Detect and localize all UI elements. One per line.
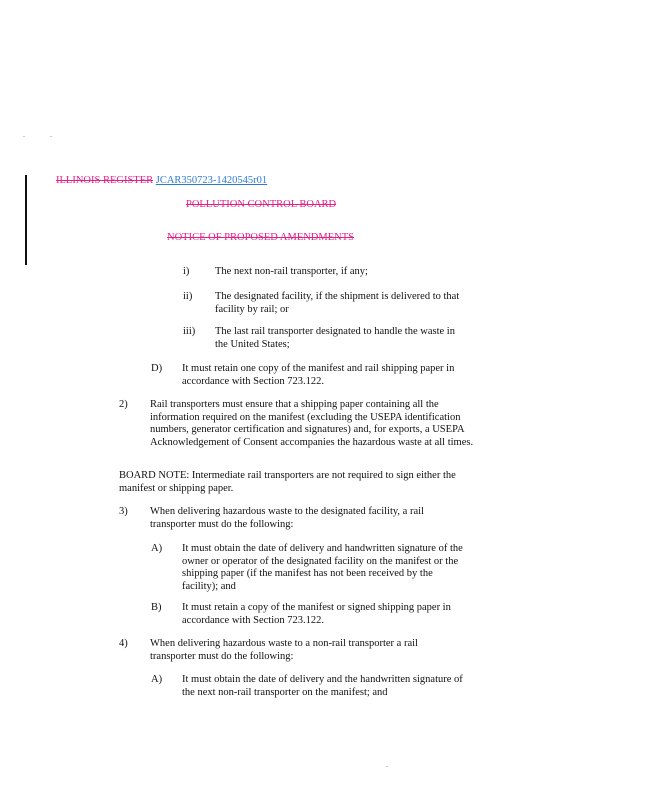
jcar-reference: JCAR350723-1420545r01 [155, 175, 268, 186]
item-number: 3) [119, 506, 128, 517]
item-number: 4) [119, 638, 128, 649]
item-number: i) [183, 266, 190, 277]
scan-speck [386, 766, 388, 767]
item-text: It must obtain the date of delivery and the handwritten signature of the next non-rail transporter on the manifest; and [182, 674, 463, 698]
item-text: It must retain one copy of the manifest and rail shipping paper in accordance with Section 723.122. [182, 363, 455, 387]
item-text: It must retain a copy of the manifest or signed shipping paper in accordance with Section 723.122. [182, 602, 451, 626]
item-text: It must obtain the date of delivery and handwritten signature of the owner or operator of the designated facility on the manifest or the shipping paper (if the manifest has not been received by the facility); and [182, 543, 463, 592]
item-number: ii) [183, 291, 193, 302]
item-number: iii) [183, 326, 196, 337]
item-number: B) [151, 602, 162, 613]
board-header: POLLUTION CONTROL BOARD [186, 199, 337, 210]
scan-speck [23, 136, 25, 137]
board-note: BOARD NOTE: Intermediate rail transporters are not required to sign either the manifest or shipping paper. [119, 470, 456, 494]
register-title: ILLINOIS REGISTER [56, 175, 154, 186]
item-text: When delivering hazardous waste to a non-rail transporter a rail transporter must do the following: [150, 638, 418, 662]
item-text: The designated facility, if the shipment is delivered to that facility by rail; or [215, 291, 460, 315]
item-number: A) [151, 543, 163, 554]
item-text: Rail transporters must ensure that a shipping paper containing all the information required on the manifest (excluding the USEPA identification numbers, generator certification and signatures) and, for exports, a USEPA Acknowledgement of Consent accompanies the hazardous waste at all times. [150, 399, 474, 448]
item-text: When delivering hazardous waste to the designated facility, a rail transporter must do the following: [150, 506, 424, 530]
item-number: A) [151, 674, 163, 685]
scan-speck [50, 136, 52, 137]
notice-header: NOTICE OF PROPOSED AMENDMENTS [167, 232, 354, 243]
revision-change-bar [25, 175, 27, 265]
register-header [56, 174, 267, 187]
item-text: The last rail transporter designated to handle the waste in the United States; [215, 326, 455, 350]
item-number: D) [151, 363, 163, 374]
item-number: 2) [119, 399, 128, 410]
item-text: The next non-rail transporter, if any; [215, 266, 368, 277]
